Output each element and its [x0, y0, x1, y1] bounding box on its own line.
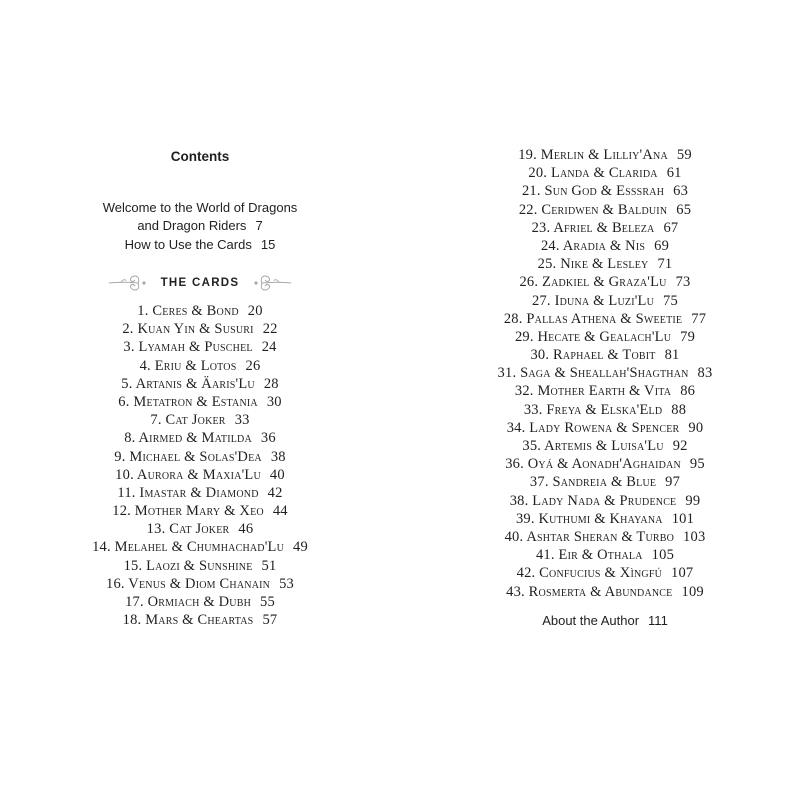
toc-entry-welcome-line1: Welcome to the World of Dragons: [102, 200, 298, 215]
page-number: 65: [676, 201, 692, 218]
card-title: 16. Venus & Diom Chanain: [106, 575, 271, 592]
page-number: 28: [263, 375, 279, 392]
card-title: 7. Cat Joker: [150, 412, 226, 429]
card-title: 19. Merlin & Lilliy'Ana: [518, 147, 668, 163]
card-title: 43. Rosmerta & Abundance: [506, 583, 673, 600]
card-entry[interactable]: [50, 593, 350, 611]
page-number: 90: [688, 419, 704, 436]
page-number: 71: [657, 256, 673, 273]
card-title: 34. Lady Rowena & Spencer: [506, 419, 680, 436]
card-title: 23. Afriel & Beleza: [531, 219, 655, 236]
card-title: 26. Zadkiel & Graza'Lu: [519, 274, 667, 291]
page-number: 22: [262, 321, 278, 338]
card-entry[interactable]: [50, 502, 350, 520]
card-entry[interactable]: [50, 484, 350, 502]
card-entry[interactable]: [50, 320, 350, 338]
card-title: 36. Oyá & Aonadh'Aghaidan: [505, 456, 681, 473]
card-title: 5. Artanis & Äaris'Lu: [121, 375, 255, 392]
page-number: 36: [260, 430, 276, 447]
page-number: 61: [666, 165, 682, 182]
card-title: 12. Mother Mary & Xeo: [112, 503, 264, 520]
page-number: 95: [689, 456, 705, 473]
card-entry[interactable]: [50, 538, 350, 556]
card-entry[interactable]: [455, 328, 755, 346]
section-header-the-cards: [50, 271, 350, 295]
card-title: 29. Hecate & Gealach'Lu: [514, 328, 672, 345]
page-number: 111: [648, 613, 668, 628]
card-entry[interactable]: [50, 302, 350, 320]
card-entry[interactable]: [455, 473, 755, 491]
page-number: 92: [672, 438, 688, 454]
card-entry[interactable]: [50, 338, 350, 356]
card-title: 40. Ashtar Sheran & Turbo: [504, 528, 675, 545]
card-entry[interactable]: [455, 346, 755, 364]
card-entry[interactable]: [455, 546, 755, 564]
page-number: 53: [279, 575, 294, 592]
page-number: 77: [691, 310, 707, 327]
card-entry[interactable]: [455, 273, 755, 291]
page-number: 26: [245, 357, 261, 374]
card-title: 30. Raphael & Tobit: [530, 347, 656, 364]
card-title: 38. Lady Nada & Prudence: [509, 492, 677, 509]
page-number: 73: [675, 274, 691, 291]
page-number: 40: [269, 466, 285, 483]
page-number: 86: [680, 383, 696, 400]
page-number: 49: [293, 539, 308, 556]
card-title: 8. Airmed & Matilda: [124, 430, 252, 447]
page-number: 55: [260, 594, 275, 610]
page-number: 83: [697, 365, 713, 382]
page-number: 69: [654, 237, 670, 254]
card-title: 9. Michael & Solas'Dea: [114, 448, 262, 465]
card-title: 31. Saga & Sheallah'Shagthan: [497, 365, 689, 382]
card-title: 32. Mother Earth & Vita: [514, 383, 672, 400]
card-entry[interactable]: [50, 393, 350, 411]
page-number: 51: [261, 557, 277, 574]
page-number: 81: [664, 347, 680, 364]
card-entry[interactable]: [50, 557, 350, 575]
card-entry[interactable]: [455, 255, 755, 273]
toc-entry-about-author[interactable]: [455, 613, 755, 628]
card-entry[interactable]: [455, 201, 755, 219]
card-entry[interactable]: [455, 455, 755, 473]
card-title: 37. Sandreia & Blue: [529, 474, 657, 491]
card-entry[interactable]: [50, 466, 350, 484]
card-title: 14. Melahel & Chumhachad'Lu: [92, 539, 285, 556]
page-number: 103: [683, 528, 706, 545]
card-entry[interactable]: [455, 146, 755, 164]
page-number: 44: [272, 503, 288, 520]
page-number: 20: [247, 303, 263, 319]
toc-entry-how-to-use[interactable]: [50, 236, 350, 254]
card-title: 25. Nike & Lesley: [537, 256, 649, 273]
page-number: 109: [681, 583, 704, 600]
page-number: 57: [262, 612, 278, 629]
card-title: 11. Imastar & Diamond: [117, 484, 259, 501]
page-number: 101: [671, 510, 695, 527]
card-entry[interactable]: [455, 492, 755, 510]
page-number: 75: [663, 292, 678, 309]
contents-title: Contents: [170, 149, 230, 164]
card-entry[interactable]: [455, 437, 755, 455]
page-number: 42: [267, 484, 283, 501]
toc-entry-label: About the Author: [542, 613, 640, 628]
flourish-right-icon: [253, 271, 293, 295]
card-title: 21. Sun God & Esssrah: [521, 183, 665, 200]
card-entry[interactable]: [455, 292, 755, 310]
card-entry[interactable]: [455, 528, 755, 546]
card-entry[interactable]: [50, 357, 350, 375]
card-entry[interactable]: [455, 401, 755, 419]
card-title: 18. Mars & Cheartas: [122, 612, 254, 629]
card-entry[interactable]: [455, 564, 755, 582]
card-entry[interactable]: [455, 510, 755, 528]
card-entry[interactable]: [455, 219, 755, 237]
card-entry[interactable]: [50, 611, 350, 629]
page-number: 107: [671, 565, 694, 582]
card-entry[interactable]: [455, 364, 755, 382]
card-entry[interactable]: [455, 583, 755, 601]
card-entry[interactable]: [455, 310, 755, 328]
card-entry[interactable]: [50, 375, 350, 393]
toc-entry-label: How to Use the Cards: [124, 237, 252, 252]
card-title: 27. Iduna & Luzi'Lu: [532, 292, 655, 309]
card-entry[interactable]: [455, 182, 755, 200]
page-number: 67: [663, 219, 679, 236]
card-entry[interactable]: [455, 164, 755, 182]
card-title: 6. Metatron & Estania: [118, 393, 258, 410]
card-title: 15. Laozi & Sunshine: [123, 557, 253, 574]
toc-entry-welcome[interactable]: [50, 199, 350, 235]
card-title: 20. Landa & Clarida: [528, 165, 658, 182]
toc-entry-welcome-line2: and Dragon Riders: [137, 218, 247, 233]
card-title: 33. Freya & Elska'Eld: [523, 401, 663, 418]
card-entry[interactable]: [50, 520, 350, 538]
card-title: 39. Kuthumi & Khayana: [515, 510, 663, 527]
page-number: 15: [260, 237, 276, 252]
page-number: 79: [680, 328, 696, 345]
card-title: 35. Artemis & Luisa'Lu: [522, 438, 664, 454]
card-entry[interactable]: [455, 419, 755, 437]
page-number: 97: [665, 474, 681, 491]
card-title: 4. Eriu & Lotos: [139, 357, 237, 374]
page-number: 99: [685, 492, 701, 509]
page-number: 7: [255, 218, 263, 233]
card-entry[interactable]: [455, 382, 755, 400]
page-number: 63: [673, 183, 689, 200]
page-number: 105: [651, 547, 675, 564]
card-list-left: [50, 302, 350, 629]
card-title: 42. Confucius & Xìngfú: [516, 565, 663, 582]
page-number: 88: [671, 401, 687, 418]
card-title: 13. Cat Joker: [146, 521, 230, 538]
card-title: 41. Eir & Othala: [535, 547, 643, 564]
card-entry[interactable]: [455, 237, 755, 255]
card-title: 10. Aurora & Maxia'Lu: [115, 466, 261, 483]
section-label: THE CARDS: [160, 277, 240, 289]
page-number: 30: [266, 393, 282, 410]
card-entry[interactable]: [50, 448, 350, 466]
card-title: 22. Ceridwen & Balduin: [518, 201, 668, 218]
card-entry[interactable]: [50, 429, 350, 447]
card-title: 3. Lyamah & Puschel: [123, 339, 253, 356]
card-title: 1. Ceres & Bond: [137, 303, 239, 319]
page-number: 46: [238, 521, 254, 538]
card-entry[interactable]: [50, 411, 350, 429]
card-list-right: [455, 146, 755, 601]
card-title: 24. Aradia & Nis: [540, 237, 646, 254]
page-number: 24: [261, 339, 277, 356]
page-number: 38: [270, 448, 286, 465]
page-number: 59: [676, 147, 692, 163]
card-title: 28. Pallas Athena & Sweetie: [503, 310, 683, 327]
card-title: 17. Ormiach & Dubh: [125, 594, 252, 610]
card-title: 2. Kuan Yin & Susuri: [122, 321, 254, 338]
card-entry[interactable]: [50, 575, 350, 593]
flourish-left-icon: [107, 271, 147, 295]
page-number: 33: [234, 412, 250, 429]
